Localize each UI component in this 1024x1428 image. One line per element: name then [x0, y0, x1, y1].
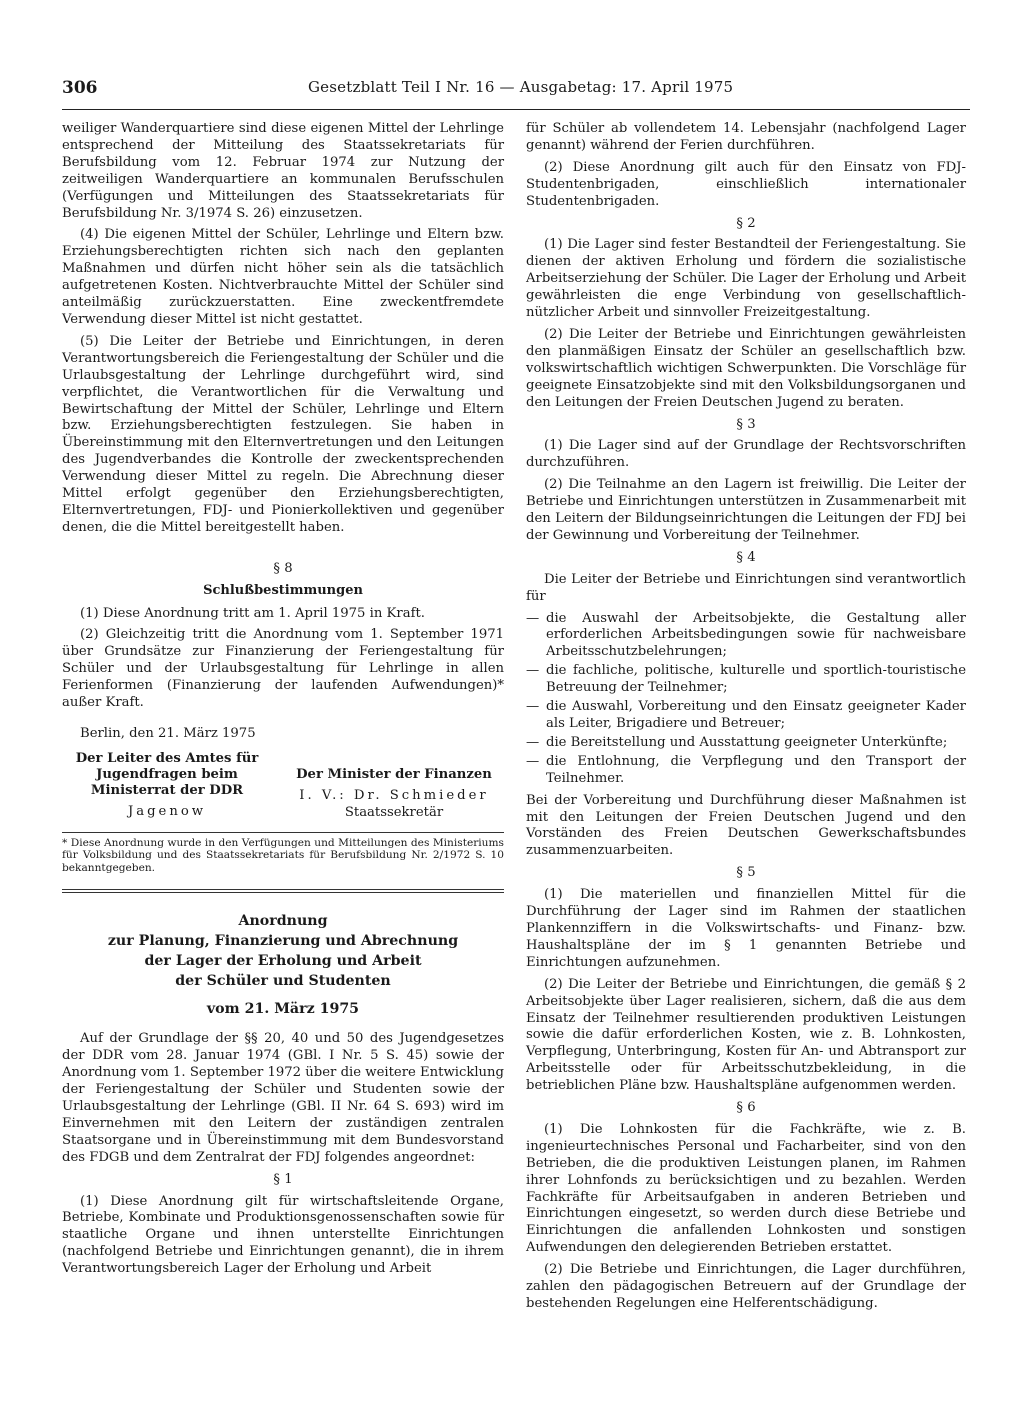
section-1-heading: § 1 — [273, 1171, 293, 1187]
paragraph: (1) Die Lager sind fester Bestandteil der Feriengestaltung. Sie dienen der aktiven Erholung und fördern die sozialistische Arbeitserziehung der Schüler. Die Lager der Erholung und Arbeit gewährleisten die enge Verbindung von gesellschaftlich-nützlicher Arbeit und sinnvoller Freizeitgestaltung. — [526, 237, 966, 321]
ordinance-title: zur Planung, Finanzierung und Abrechnung — [107, 932, 459, 949]
page-number: 306 — [62, 78, 98, 98]
section-3-heading: § 3 — [736, 416, 756, 432]
section-8-title: Schlußbestimmungen — [203, 582, 363, 598]
preamble: Auf der Grundlage der §§ 20, 40 und 50 des Jugendgesetzes der DDR vom 28. Januar 1974 (GBl. I Nr. 5 S. 45) sowie der Anordnung vom 1. September 1972 über die weitere Entwicklung der Feriengestaltung der Schüler und Studenten sowie der Urlaubsgestaltung der Lehrlinge (GBl. II Nr. 64 S. 693) wird im Einvernehmen mit den Leitern der zuständigen zentralen Staatsorgane und in Übereinstimmung mit dem Bundesvorstand des FDGB und dem Zentralrat der FDJ folgendes angeordnet: — [62, 1031, 504, 1165]
ordinance-title: Anordnung — [238, 912, 328, 929]
left-column — [62, 121, 504, 1283]
list-item: — die Auswahl, Vorbereitung und den Einsatz geeigneter Kader als Leiter, Brigadiere und Betreuer; — [526, 699, 966, 731]
paragraph: Bei der Vorbereitung und Durchführung dieser Maßnahmen ist mit den Leitungen der Freien Deutschen Jugend und den Vorständen des Freien Deutschen Gewerkschaftsbundes zusammenzuarbeiten. — [526, 792, 966, 859]
paragraph: (2) Die Leiter der Betriebe und Einrichtungen, die gemäß § 2 Arbeitsobjekte über Lager realisieren, sichern, daß die aus dem Einsatz der Teilnehmer resultierenden produktiven Leistungen sowie die dafür erforderlichen Kosten, wie z. B. Lohnkosten, Verpflegung, Unterbringung, Kosten für An- und Abtransport zur Arbeitsstelle oder für Arbeitsschutzbekleidung, in die betrieblichen Pläne bzw. Haushaltspläne aufgenommen werden. — [526, 976, 966, 1094]
paragraph: weiliger Wanderquartiere sind diese eigenen Mittel der Lehrlinge entsprechend der Mitteilung des Staatssekretariats für Berufsbildung vom 12. Februar 1974 zur Nutzung der zeitweiligen Wanderquartiere an kommunalen Berufsschulen (Verfügungen und Mitteilungen des Staatssekretariats für Berufsbildung Nr. 3/1974 S. 26) einzusetzen. — [62, 121, 504, 221]
footnote: * Diese Anordnung wurde in den Verfügungen und Mitteilungen des Ministeriums für Volksbildung und des Staatssekretariats für Berufsbildung Nr. 2/1972 S. 10 bekanntgegeben. — [62, 836, 504, 874]
signature-left — [72, 751, 262, 822]
date-line: Berlin, den 21. März 1975 — [80, 726, 256, 741]
signatory-name: I. V.: Dr. Schmieder — [299, 787, 489, 803]
paragraph: für Schüler ab vollendetem 14. Lebensjahr (nachfolgend Lager genannt) während der Ferien durchführen. — [526, 121, 966, 153]
signature-block — [72, 751, 494, 822]
paragraph: (1) Diese Anordnung tritt am 1. April 1975 in Kraft. — [80, 605, 425, 621]
paragraph: (1) Diese Anordnung gilt für wirtschaftsleitende Organe, Betriebe, Kombinate und Produktionsgenossenschaften sowie für staatliche Organe und ihnen unterstellte Einrichtungen (nachfolgend Betriebe und Einrichtungen genannt), die in ihrem Verantwortungsbereich Lager der Erholung und Arbeit — [62, 1193, 504, 1277]
running-head: Gesetzblatt Teil I Nr. 16 — Ausgabetag: 17. April 1975 — [308, 78, 734, 96]
paragraph: (1) Die materiellen und finanziellen Mittel für die Durchführung der Lager sind im Rahmen der staatlichen Plankennziffern in die Volkswirtschafts- und Finanz- bzw. Haushaltspläne der im § 1 genannten Betriebe und Einrichtungen aufzunehmen. — [526, 887, 966, 970]
paragraph: Die Leiter der Betriebe und Einrichtungen sind verantwortlich für — [526, 571, 966, 604]
list-item: — die fachliche, politische, kulturelle und sportlich-touristische Betreuung der Teilnehmer; — [526, 663, 966, 696]
paragraph: (2) Die Teilnahme an den Lagern ist freiwillig. Die Leiter der Betriebe und Einrichtungen unterstützen in Zusammenarbeit mit den Leitern der Bildungseinrichtungen die Leitungen der FDJ bei der Gewinnung und Vorbereitung der Teilnehmer. — [526, 477, 966, 543]
paragraph: (2) Diese Anordnung gilt auch für den Einsatz von FDJ-Studentenbrigaden, einschließlich internationaler Studentenbrigaden. — [526, 159, 966, 209]
signature-right — [294, 751, 494, 822]
list-item: — die Bereitstellung und Ausstattung geeigneter Unterkünfte; — [526, 734, 948, 750]
paragraph: (1) Die Lager sind auf der Grundlage der Rechtsvorschriften durchzuführen. — [526, 438, 966, 471]
ordinance-title: der Schüler und Studenten — [175, 972, 391, 989]
signatory-name: Jagenow — [127, 803, 207, 819]
signatory-subtitle: Staatssekretär — [344, 804, 444, 820]
section-4-heading: § 4 — [736, 549, 756, 565]
paragraph: (2) Die Betriebe und Einrichtungen, die Lager durchführen, zahlen den pädagogischen Betreuern auf der Grundlage der bestehenden Regelungen eine Helferentschädigung. — [526, 1262, 966, 1311]
section-6-heading: § 6 — [736, 1100, 756, 1116]
page-header — [62, 78, 970, 102]
section-2-heading: § 2 — [736, 215, 756, 231]
paragraph: (4) Die eigenen Mittel der Schüler, Lehrlinge und Eltern bzw. Erziehungsberechtigten richten sich nach den geplanten Maßnahmen und dürfen nicht höher sein als die tatsächlich aufgetretenen Kosten. Nichtverbrauchte Mittel der Schüler sind anteilmäßig zurückzuerstatten. Eine zweckentfremdete Verwendung dieser Mittel ist nicht gestattet. — [62, 227, 504, 327]
paragraph: (2) Gleichzeitig tritt die Anordnung vom 1. September 1971 über Grundsätze zur Finanzierung der Feriengestaltung für Schüler und der Urlaubsgestaltung für Lehrlinge in allen Ferienformen (Finanzierung der laufenden Aufwendungen)* außer Kraft. — [62, 627, 504, 711]
ordinance-title: der Lager der Erholung und Arbeit — [144, 952, 422, 969]
section-divider — [62, 889, 504, 893]
header-rule — [62, 109, 970, 110]
ordinance-date: vom 21. März 1975 — [206, 1000, 360, 1017]
section-5-heading: § 5 — [736, 865, 756, 881]
signatory-title: Der Leiter des Amtes für Jugendfragen beim Ministerrat der DDR — [75, 750, 259, 798]
paragraph: (1) Die Lohnkosten für die Fachkräfte, wie z. B. ingenieurtechnisches Personal und Facharbeiter, sind von den Betrieben, die die produktiven Leistungen planen, im Rahmen ihrer Lohnfonds zu berücksichtigen und zu bezahlen. Werden Fachkräfte für Arbeitsaufgaben in anderen Betrieben und Einrichtungen eingesetzt, so werden durch diese Betriebe und Einrichtungen die anfallenden Lohnkosten und sonstigen Aufwendungen den delegierenden Betrieben erstattet. — [526, 1121, 966, 1256]
paragraph: (5) Die Leiter der Betriebe und Einrichtungen, in deren Verantwortungsbereich die Feriengestaltung der Schüler und die Urlaubsgestaltung der Lehrlinge durchgeführt wird, sind verpflichtet, die Verantwortlichen für die Verwaltung und Bewirtschaftung der Mittel der Schüler, Lehrlinge und Eltern bzw. Erziehungsberechtigten festzulegen. Sie haben in Übereinstimmung mit den Elternvertretungen und den Leitungen des Jugendverbandes die Kontrolle der zweckentsprechenden Verwendung dieser Mittel zu regeln. Die Abrechnung dieser Mittel erfolgt gegenüber den Erziehungsberechtigten, Elternvertretungen, FDJ- und Pionierkollektiven und gegenüber denen, die die Mittel bereitgestellt haben. — [62, 333, 504, 535]
responsibility-list — [526, 611, 966, 788]
list-item: — die Entlohnung, die Verpflegung und den Transport der Teilnehmer. — [526, 753, 966, 786]
signatory-title: Der Minister der Finanzen — [296, 766, 492, 782]
list-item: — die Auswahl der Arbeitsobjekte, die Gestaltung aller erforderlichen Arbeitsbedingungen sowie für nachweisbare Arbeitsschutzbelehrungen; — [526, 610, 966, 660]
footnote-rule — [62, 832, 504, 833]
section-8-heading: § 8 — [273, 560, 293, 576]
paragraph: (2) Die Leiter der Betriebe und Einrichtungen gewährleisten den planmäßigen Einsatz der Schüler an gesellschaftlich bzw. volkswirtschaftlich wichtigen Schwerpunkten. Die Vorschläge für geeignete Einsatzobjekte sind mit den Volksbildungsorganen und den Leitungen der Freien Deutschen Jugend zu beraten. — [526, 326, 966, 410]
right-column — [526, 121, 966, 1318]
